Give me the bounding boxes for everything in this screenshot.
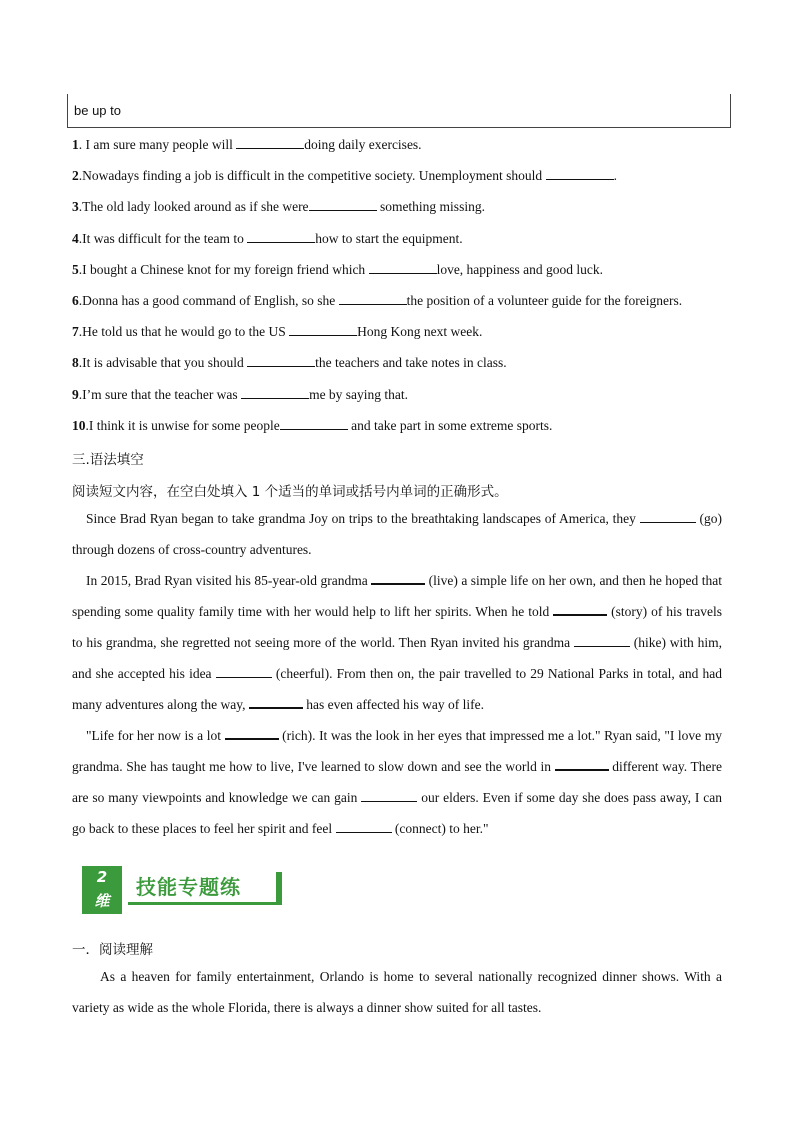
answer-blank[interactable] bbox=[247, 231, 315, 243]
question-text: me by saying that. bbox=[309, 387, 409, 402]
word-box bbox=[67, 94, 731, 128]
question-5 bbox=[72, 262, 603, 278]
question-text: .I bought a Chinese knot for my foreign friend which bbox=[78, 262, 369, 277]
question-text: how to start the equipment. bbox=[315, 231, 463, 246]
question-text: and take part in some extreme sports. bbox=[347, 418, 553, 433]
question-text: . bbox=[613, 168, 617, 183]
question-text: .Nowadays finding a job is difficult in the competitive society. Unemployment should bbox=[78, 168, 546, 183]
question-text: .Donna has a good command of English, so she bbox=[78, 293, 339, 308]
question-text: .It was difficult for the team to bbox=[78, 231, 248, 246]
passage-paragraph-1: Since Brad Ryan began to take grandma Joy on trips to the breathtaking landscapes of America, they (go) through dozens of cross-country adventures. bbox=[72, 511, 722, 557]
badge-digit: 2 bbox=[96, 868, 108, 886]
question-number: 7 bbox=[72, 324, 79, 339]
answer-blank[interactable] bbox=[289, 324, 357, 336]
question-text: something missing. bbox=[376, 199, 485, 214]
question-text: doing daily exercises. bbox=[304, 137, 422, 152]
question-number: 5 bbox=[72, 262, 79, 277]
answer-blank[interactable] bbox=[553, 603, 607, 616]
badge-number-block bbox=[82, 866, 122, 914]
answer-blank[interactable] bbox=[225, 727, 279, 740]
question-6 bbox=[72, 293, 682, 309]
question-number: 6 bbox=[72, 293, 79, 308]
skill-practice-badge bbox=[82, 866, 276, 914]
answer-blank[interactable] bbox=[371, 572, 425, 585]
question-text: Hong Kong next week. bbox=[357, 324, 483, 339]
question-3 bbox=[72, 199, 485, 215]
reading-passage bbox=[72, 961, 722, 1023]
answer-blank[interactable] bbox=[546, 168, 614, 180]
question-4 bbox=[72, 231, 463, 247]
question-2 bbox=[72, 168, 617, 184]
question-number: 1 bbox=[72, 137, 79, 152]
badge-word: 维 bbox=[94, 892, 110, 910]
section-heading-grammar: 三.语法填空 bbox=[72, 452, 144, 468]
reading-paragraph: As a heaven for family entertainment, Orlando is home to several nationally recognized dinner shows. With a variety as wide as the whole Florida, there is always a dinner show suited for all tastes. bbox=[72, 969, 722, 1015]
question-text: .I think it is unwise for some people bbox=[85, 418, 280, 433]
answer-blank[interactable] bbox=[555, 758, 609, 771]
question-1 bbox=[72, 137, 422, 153]
question-text: love, happiness and good luck. bbox=[436, 262, 604, 277]
question-7 bbox=[72, 324, 482, 340]
question-text: . I am sure many people will bbox=[78, 137, 237, 152]
answer-blank[interactable] bbox=[249, 696, 303, 709]
question-text: .I’m sure that the teacher was bbox=[78, 387, 242, 402]
answer-blank[interactable] bbox=[640, 511, 696, 523]
question-number: 8 bbox=[72, 355, 79, 370]
question-number: 10 bbox=[72, 418, 86, 433]
question-number: 3 bbox=[72, 199, 79, 214]
question-text: .It is advisable that you should bbox=[78, 355, 248, 370]
answer-blank[interactable] bbox=[236, 137, 304, 149]
answer-blank[interactable] bbox=[574, 635, 630, 647]
answer-blank[interactable] bbox=[216, 666, 272, 678]
section-instruction: 阅读短文内容，在空白处填入 1 个适当的单词或括号内单词的正确形式。 bbox=[72, 484, 508, 500]
question-number: 2 bbox=[72, 168, 79, 183]
question-text: the position of a volunteer guide for the foreigners. bbox=[406, 293, 683, 308]
answer-blank[interactable] bbox=[336, 821, 392, 833]
question-number: 4 bbox=[72, 231, 79, 246]
question-text: the teachers and take notes in class. bbox=[315, 355, 507, 370]
word-box-text: be up to bbox=[74, 103, 121, 118]
badge-title: 技能专题练 bbox=[128, 872, 282, 905]
passage-paragraph-2: In 2015, Brad Ryan visited his 85-year-old grandma (live) a simple life on her own, and then he hoped that spending some quality family time with her would help to lift her spirits. When he told (story) of his travels to his grandma, she regretted not seeing more of the world. Then Ryan invited his grandma (hike) with him, and she accepted his idea (cheerful). From then on, the pair travelled to 29 National Parks in total, and had many adventures along the way, has even affected his way of life. bbox=[72, 573, 722, 712]
passage-paragraph-3: "Life for her now is a lot (rich). It was the look in her eyes that impressed me a lot." Ryan said, "I love my grandma. She has taught me how to live, I've learned to slow down and see the world in different way. There are so many viewpoints and knowledge we can gain our elders. Even if some day she does pass away, I can go back to these places to feel her spirit and feel (connect) to her." bbox=[72, 728, 723, 836]
answer-blank[interactable] bbox=[369, 262, 437, 274]
question-9 bbox=[72, 387, 408, 403]
answer-blank[interactable] bbox=[309, 199, 377, 211]
answer-blank[interactable] bbox=[241, 387, 309, 399]
question-text: .He told us that he would go to the US bbox=[78, 324, 290, 339]
question-number: 9 bbox=[72, 387, 79, 402]
answer-blank[interactable] bbox=[247, 355, 315, 367]
question-10 bbox=[72, 418, 552, 434]
question-text: .The old lady looked around as if she were bbox=[78, 199, 309, 214]
section-heading-reading: 一．阅读理解 bbox=[72, 942, 153, 958]
answer-blank[interactable] bbox=[280, 418, 348, 430]
question-8 bbox=[72, 355, 507, 371]
answer-blank[interactable] bbox=[361, 790, 417, 802]
answer-blank[interactable] bbox=[339, 293, 407, 305]
passage bbox=[72, 503, 722, 844]
